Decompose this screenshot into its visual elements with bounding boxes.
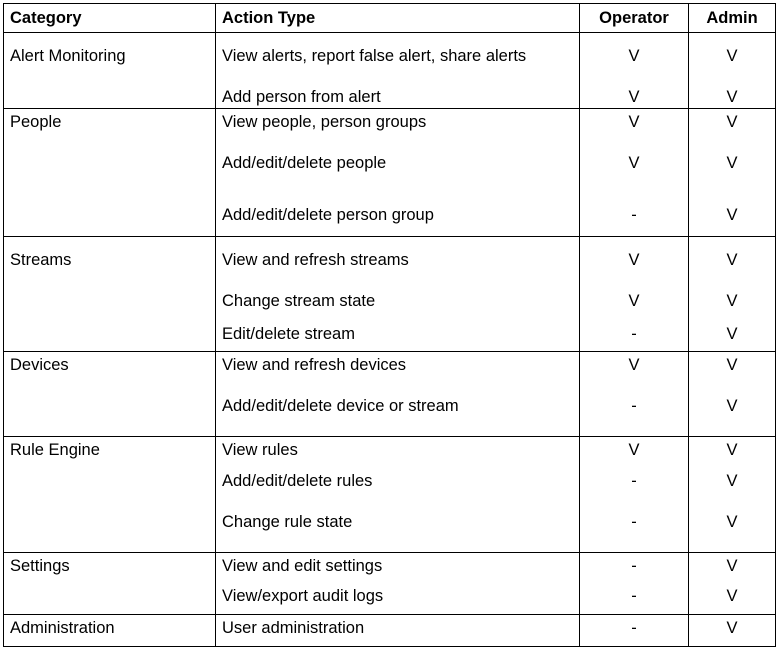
category-cell: Streams [4, 236, 216, 278]
category-cell: People [4, 109, 216, 140]
table-row [4, 383, 776, 437]
table-row [4, 614, 776, 646]
table-row [4, 33, 776, 78]
table-row [4, 468, 776, 499]
operator-permission-cell: - [580, 583, 689, 614]
admin-permission-cell: V [689, 33, 776, 78]
operator-permission-cell: - [580, 552, 689, 583]
table-body [4, 33, 776, 647]
operator-permission-cell: - [580, 499, 689, 553]
category-cell [4, 499, 216, 553]
admin-permission-cell: V [689, 468, 776, 499]
operator-permission-cell: - [580, 468, 689, 499]
admin-permission-cell: V [689, 583, 776, 614]
table-row [4, 182, 776, 236]
action-type-cell: View and refresh devices [216, 352, 580, 383]
action-type-cell: Edit/delete stream [216, 321, 580, 352]
action-type-cell: Add/edit/delete rules [216, 468, 580, 499]
header-admin: Admin [689, 4, 776, 33]
table-row [4, 140, 776, 182]
admin-permission-cell: V [689, 614, 776, 646]
operator-permission-cell: V [580, 437, 689, 468]
action-type-cell: View/export audit logs [216, 583, 580, 614]
admin-permission-cell: V [689, 552, 776, 583]
admin-permission-cell: V [689, 352, 776, 383]
header-operator: Operator [580, 4, 689, 33]
admin-permission-cell: V [689, 499, 776, 553]
category-cell [4, 140, 216, 182]
table-row [4, 352, 776, 383]
action-type-cell: View and refresh streams [216, 236, 580, 278]
action-type-cell: Add/edit/delete device or stream [216, 383, 580, 437]
category-cell [4, 321, 216, 352]
operator-permission-cell: - [580, 321, 689, 352]
action-type-cell: View rules [216, 437, 580, 468]
category-cell [4, 78, 216, 109]
action-type-cell: Add person from alert [216, 78, 580, 109]
operator-permission-cell: V [580, 109, 689, 140]
operator-permission-cell: V [580, 78, 689, 109]
category-cell: Rule Engine [4, 437, 216, 468]
table-row [4, 437, 776, 468]
action-type-cell: Add/edit/delete people [216, 140, 580, 182]
table-row [4, 109, 776, 140]
table-row [4, 236, 776, 278]
admin-permission-cell: V [689, 278, 776, 320]
admin-permission-cell: V [689, 78, 776, 109]
action-type-cell: User administration [216, 614, 580, 646]
operator-permission-cell: V [580, 140, 689, 182]
category-cell: Devices [4, 352, 216, 383]
admin-permission-cell: V [689, 236, 776, 278]
operator-permission-cell: V [580, 278, 689, 320]
table-row [4, 78, 776, 109]
admin-permission-cell: V [689, 182, 776, 236]
admin-permission-cell: V [689, 140, 776, 182]
table-row [4, 499, 776, 553]
category-cell [4, 383, 216, 437]
action-type-cell: View alerts, report false alert, share alerts [216, 33, 580, 78]
category-cell: Administration [4, 614, 216, 646]
header-category: Category [4, 4, 216, 33]
category-cell: Alert Monitoring [4, 33, 216, 78]
operator-permission-cell: V [580, 352, 689, 383]
category-cell [4, 468, 216, 499]
table-row [4, 321, 776, 352]
category-cell [4, 182, 216, 236]
admin-permission-cell: V [689, 437, 776, 468]
category-cell [4, 583, 216, 614]
operator-permission-cell: - [580, 614, 689, 646]
admin-permission-cell: V [689, 321, 776, 352]
header-action-type: Action Type [216, 4, 580, 33]
operator-permission-cell: - [580, 182, 689, 236]
action-type-cell: View people, person groups [216, 109, 580, 140]
permissions-table [3, 3, 776, 647]
operator-permission-cell: V [580, 33, 689, 78]
table-row [4, 552, 776, 583]
table-row [4, 278, 776, 320]
table-header [4, 4, 776, 33]
admin-permission-cell: V [689, 383, 776, 437]
table-row [4, 583, 776, 614]
operator-permission-cell: - [580, 383, 689, 437]
category-cell [4, 278, 216, 320]
header-row [4, 4, 776, 33]
action-type-cell: Change rule state [216, 499, 580, 553]
category-cell: Settings [4, 552, 216, 583]
admin-permission-cell: V [689, 109, 776, 140]
action-type-cell: Change stream state [216, 278, 580, 320]
action-type-cell: View and edit settings [216, 552, 580, 583]
operator-permission-cell: V [580, 236, 689, 278]
action-type-cell: Add/edit/delete person group [216, 182, 580, 236]
